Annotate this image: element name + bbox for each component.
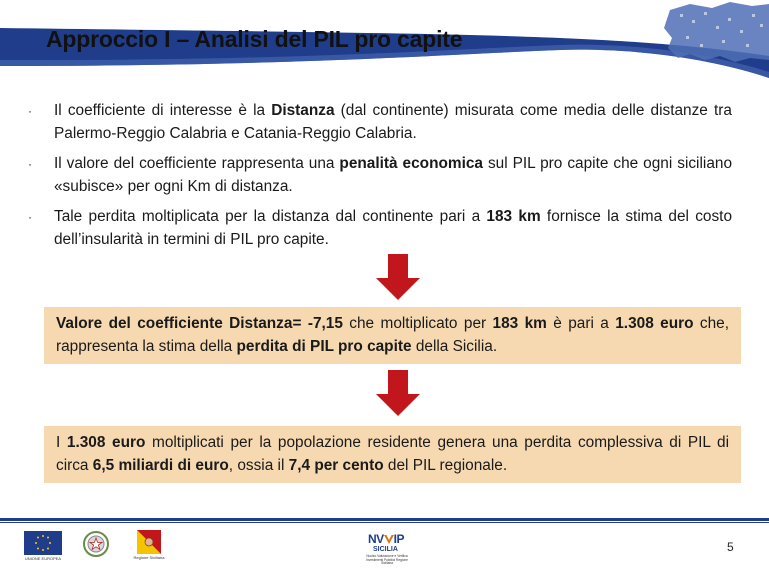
italian-emblem-logo — [82, 530, 110, 560]
trinacria-icon — [137, 530, 161, 554]
bullet-item: · Il valore del coefficiente rappresenta una penalità economica sul PIL pro capite che ogni siciliano «subisce» per ogni Km di distanza. — [28, 155, 732, 195]
star-emblem-icon — [82, 530, 110, 558]
footer-divider — [0, 518, 769, 521]
slide-title: Approccio I – Analisi del PIL pro capite — [46, 26, 463, 52]
down-arrow-icon — [376, 370, 420, 416]
eu-logo: UNIONE EUROPEA — [24, 531, 62, 561]
nvvip-logo: NV IP SICILIA Nucleo Valutazione e Verifica Investimenti Pubblici Regione Siciliana — [366, 532, 408, 566]
eu-flag-icon — [24, 531, 62, 555]
bullet-item: · Il coefficiente di interesse è la Distanza (dal continente) misurata come media delle distanze tra Palermo-Reggio Calabria e Catania-Reggio Calabria. — [28, 102, 732, 142]
regione-siciliana-logo: Regione Siciliana — [134, 530, 164, 562]
coefficient-result-box: Valore del coefficiente Distanza= -7,15 che moltiplicato per 183 km è pari a 1.308 euro che, rappresenta la stima della perdita di PIL pro capite della Sicilia. — [44, 307, 741, 364]
footer-divider-thin — [0, 522, 769, 523]
bullet-dot: · — [28, 157, 32, 171]
bullet-item: · Tale perdita moltiplicata per la distanza dal continente pari a 183 km fornisce la stima del costo dell’insularità in termini di PIL pro capite. — [28, 208, 733, 248]
page-number: 5 — [727, 540, 734, 554]
europe-map-icon — [664, 2, 769, 62]
bullet-list — [28, 100, 732, 259]
bullet-dot: · — [28, 104, 32, 118]
bullet-dot: · — [28, 210, 32, 224]
check-v-icon — [384, 534, 394, 544]
total-loss-box: I 1.308 euro moltiplicati per la popolazione residente genera una perdita complessiva di PIL di circa 6,5 miliardi di euro, ossia il 7,4 per cento del PIL regionale. — [44, 426, 741, 483]
down-arrow-icon — [376, 254, 420, 300]
